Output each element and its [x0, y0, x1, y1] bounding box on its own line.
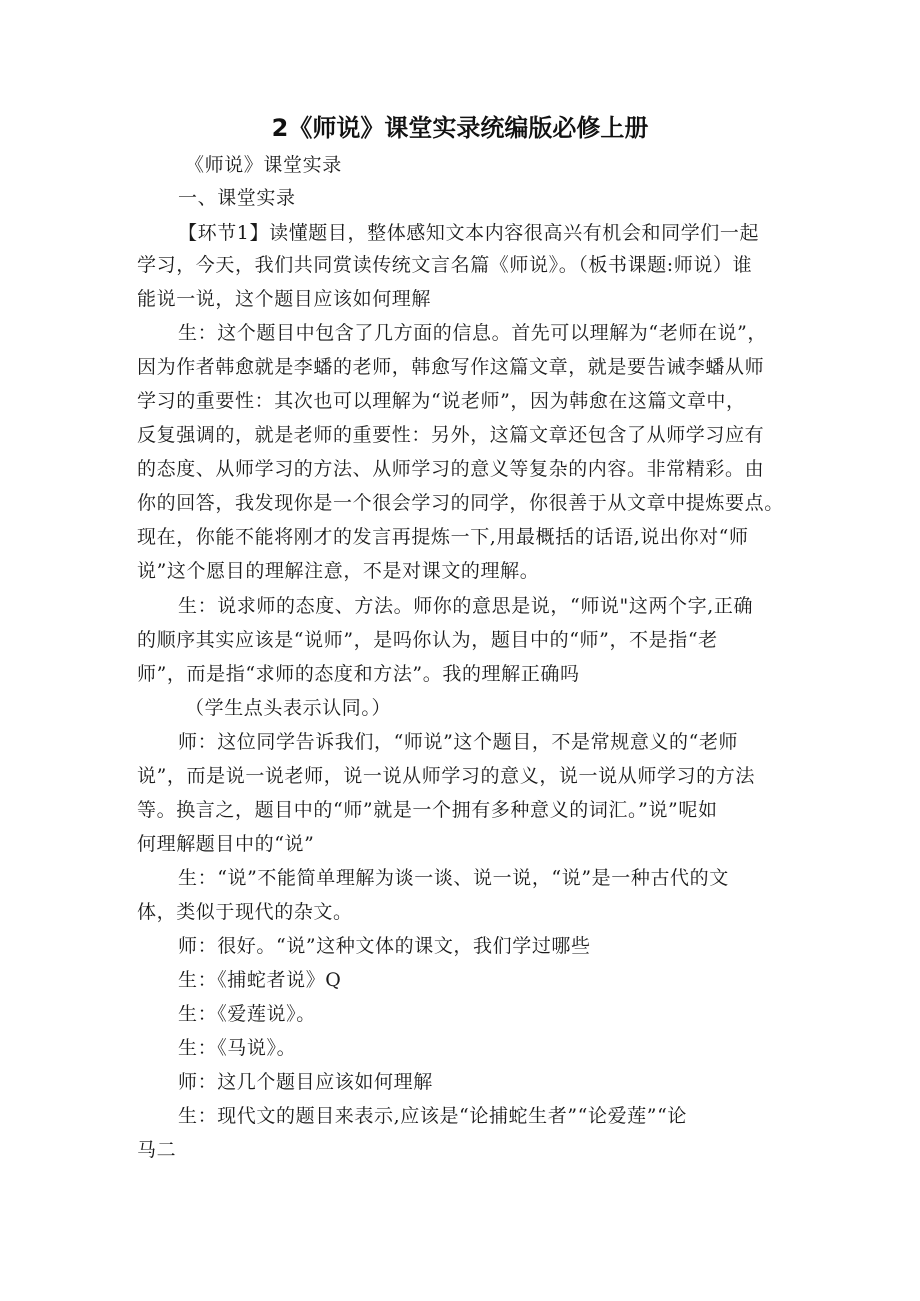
paragraph-line: 体，类似于现代的杂文。 [137, 901, 353, 923]
paragraph-line: 生：现代文的题目来表示,应该是“论捕蛇生者”“论爱莲”“论 [178, 1105, 688, 1127]
paragraph-line: 师：这位同学告诉我们，“师说”这个题目，不是常规意义的“老师 [178, 731, 739, 753]
paragraph-line: 说”，而是说一说老师，说一说从师学习的意义，说一说从师学习的方法 [137, 765, 755, 787]
paragraph-line: 师：很好。“说”这种文体的课文，我们学过哪些 [178, 935, 591, 957]
paragraph-line: 学习的重要性：其次也可以理解为“说老师”，因为韩愈在这篇文章中， [137, 390, 746, 412]
paragraph-line: 现在，你能不能将刚才的发言再提炼一下,用最概括的话语,说出你对“师 [137, 526, 749, 548]
paragraph-line: 何理解题目中的“说” [137, 833, 315, 855]
paragraph-line: 能说一说，这个题目应该如何理解 [137, 288, 432, 310]
paragraph-line: 师”，而是指“求师的态度和方法”。我的理解正确吗 [137, 663, 580, 685]
paragraph-line: （学生点头表示认同。） [185, 697, 392, 719]
paragraph-line: 说”这个愿目的理解注意，不是对课文的理解。 [137, 560, 540, 582]
paragraph-line: 生：说求师的态度、方法。师你的意思是说，“师说"这两个字,正确 [178, 595, 754, 617]
paragraph-line: 生：这个题目中包含了几方面的信息。首先可以理解为“老师在说”， [178, 322, 768, 344]
paragraph-line: 生：《捕蛇者说》Q [178, 969, 342, 991]
paragraph-line: 生：《马说》。 [178, 1037, 297, 1059]
paragraph-line: 学习，今天，我们共同赏读传统文言名篇《师说》。（板书课题:师说）谁 [137, 254, 753, 276]
paragraph-line: 生：“说”不能简单理解为谈一谈、说一说，“说”是一种古代的文 [178, 867, 729, 889]
paragraph-line: 生：《爱莲说》。 [178, 1003, 316, 1025]
section-heading: 一、课堂实录 [178, 187, 296, 209]
paragraph-line: 等。换言之，题目中的“师”就是一个拥有多种意义的词汇。”说”呢如 [137, 799, 718, 821]
subtitle: 《师说》课堂实录 [185, 154, 342, 176]
paragraph-line: 的态度、从师学习的方法、从师学习的意义等复杂的内容。非常精彩。由 [137, 458, 765, 480]
paragraph-line: 因为作者韩愈就是李蟠的老师，韩愈写作这篇文章，就是要告诫李蟠从师 [137, 356, 765, 378]
document-title: 2《师说》课堂实录统编版必修上册 [271, 114, 649, 142]
paragraph-line: 你的回答，我发现你是一个很会学习的同学，你很善于从文章中提炼要点。 [137, 492, 784, 514]
paragraph-line: 师：这几个题目应该如何理解 [178, 1071, 433, 1093]
paragraph-line: 【环节1】读懂题目，整体感知文本内容很高兴有机会和同学们一起 [178, 222, 760, 244]
paragraph-line: 的顺序其实应该是“说师”，是吗你认为，题目中的“师”，不是指“老 [137, 629, 718, 651]
paragraph-line: 马二 [137, 1139, 177, 1161]
paragraph-line: 反复强调的，就是老师的重要性：另外，这篇文章还包含了从师学习应有 [137, 424, 765, 446]
